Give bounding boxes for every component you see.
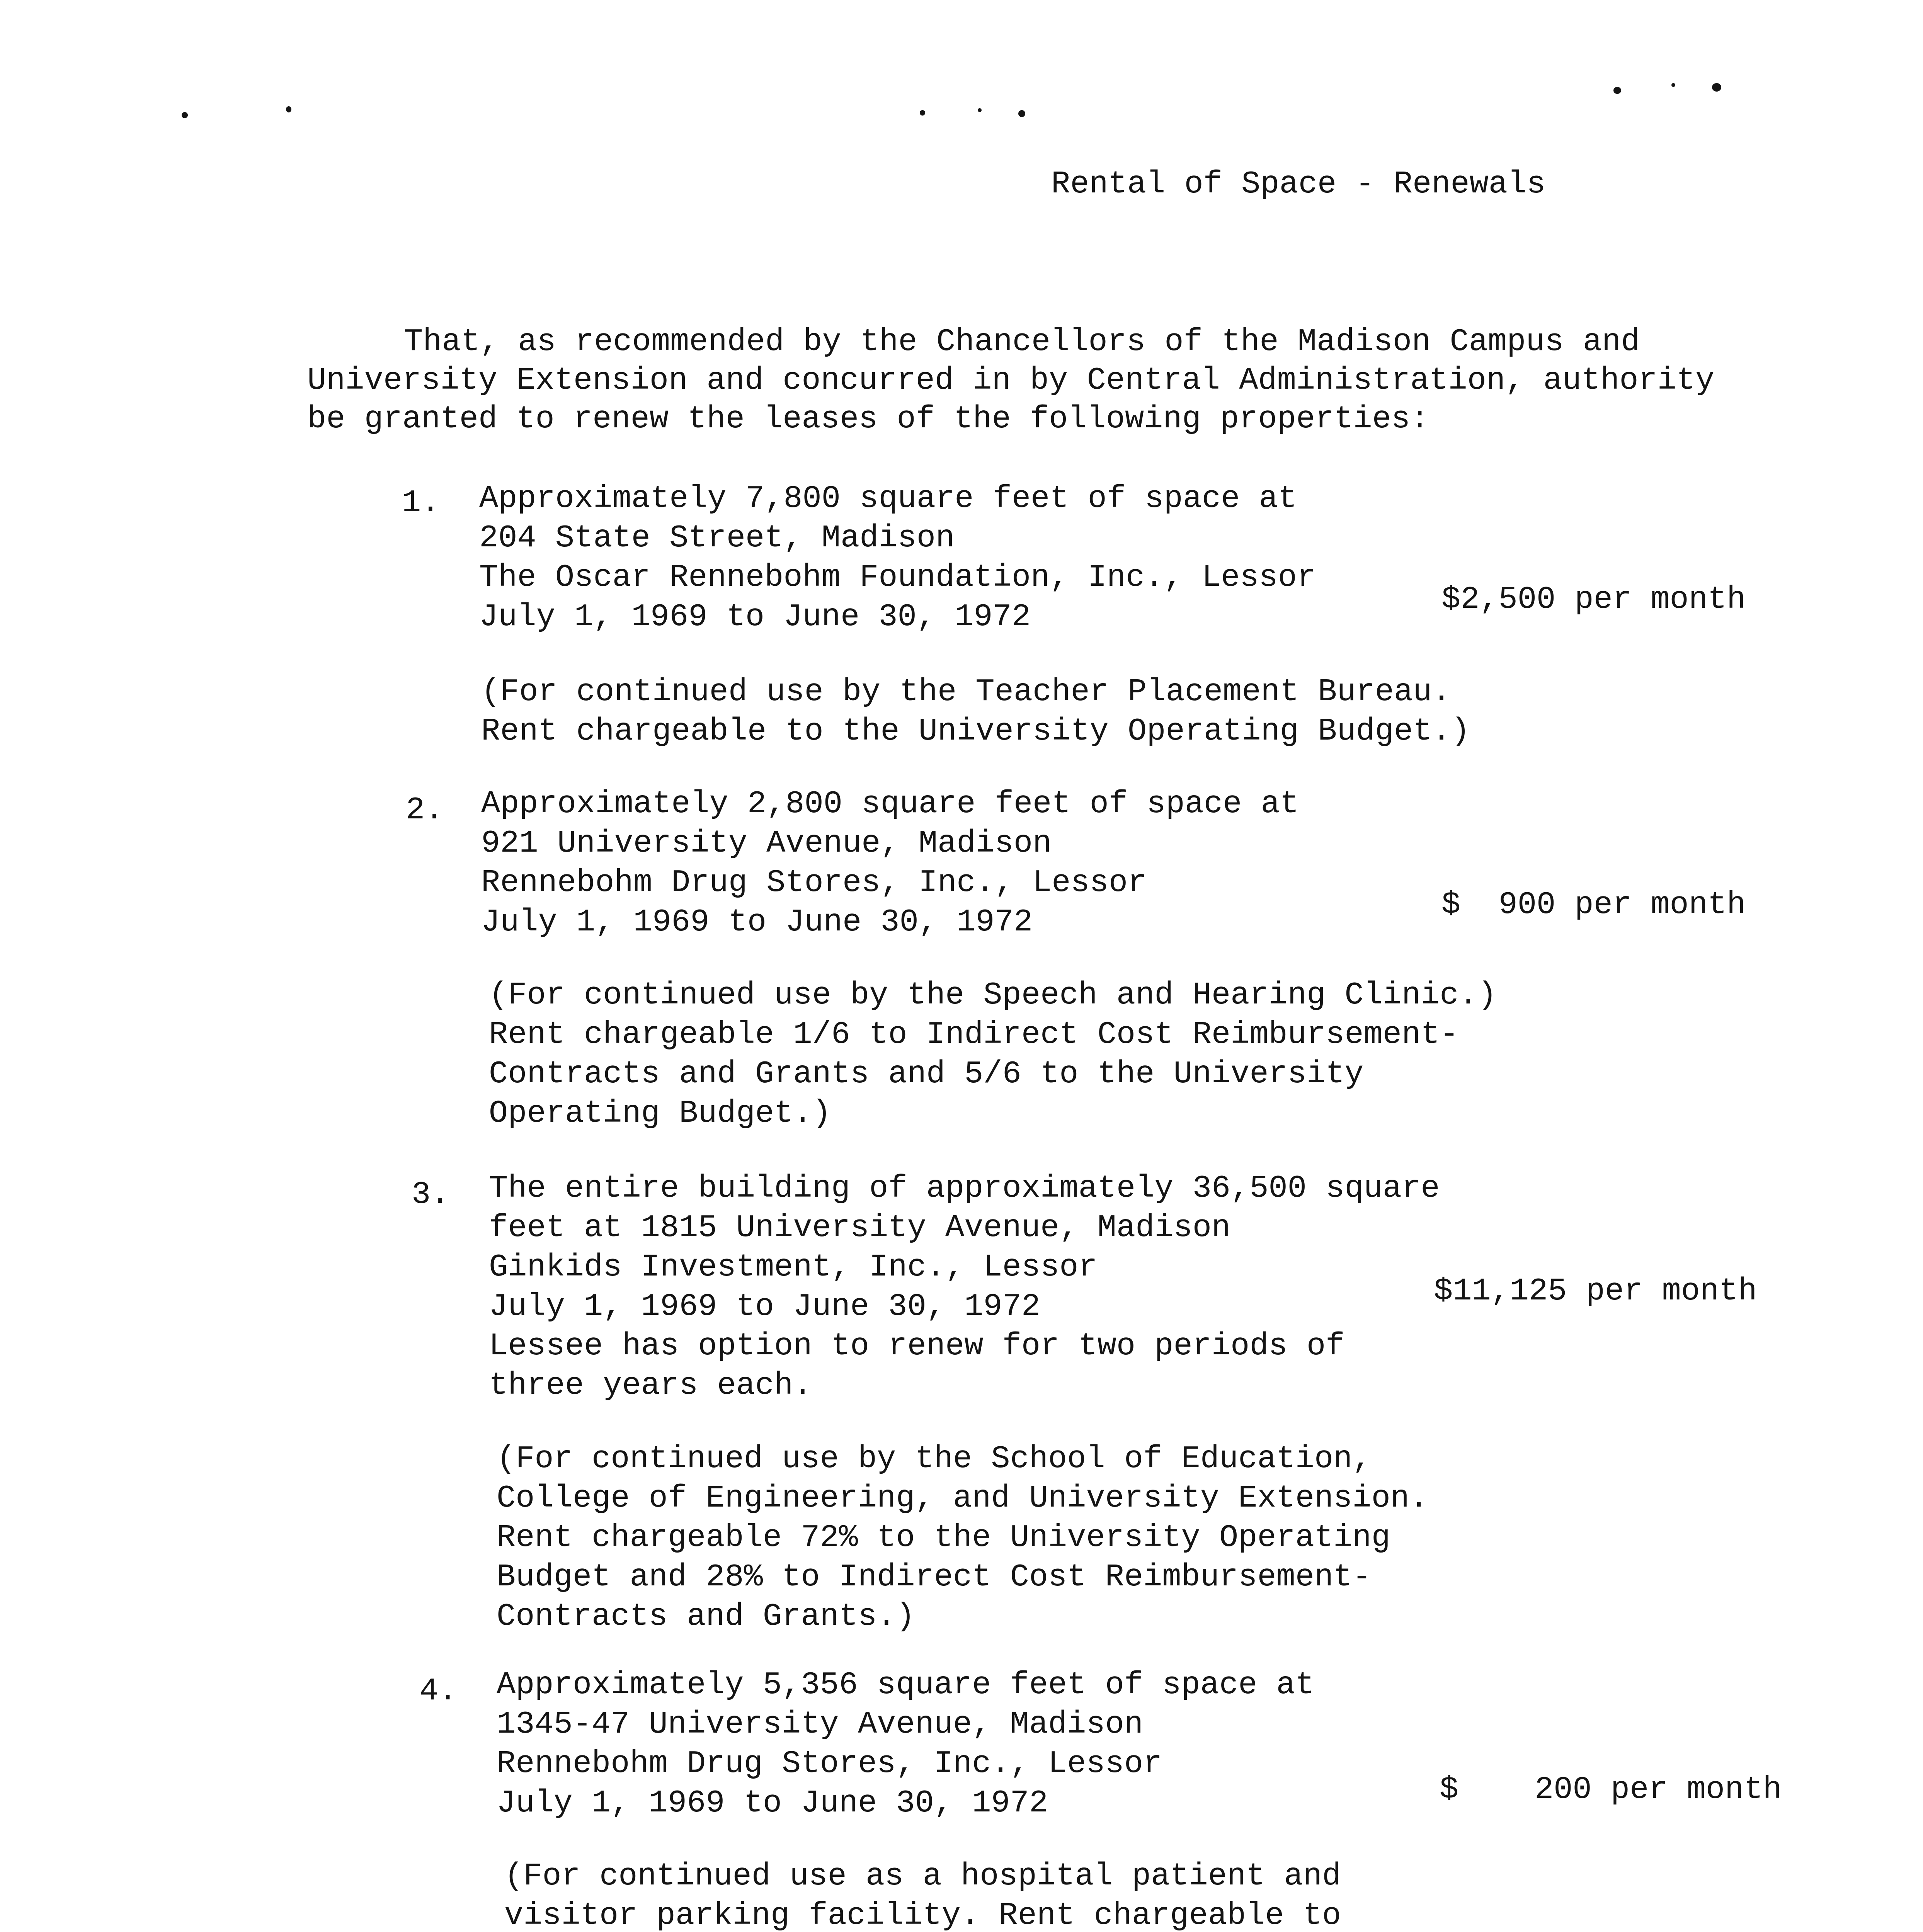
note-line: Contracts and Grants.) — [497, 1599, 915, 1634]
rent-amount: $2,500 per month — [1441, 582, 1746, 617]
item-note — [481, 672, 1470, 751]
item-line: July 1, 1969 to June 30, 1972 — [479, 599, 1031, 635]
item-line: 204 State Street, Madison — [479, 520, 955, 556]
note-line: (For continued use by the Teacher Placement Bureau. — [481, 674, 1451, 710]
item-line: Rennebohm Drug Stores, Inc., Lessor — [497, 1746, 1162, 1782]
item-line: Rennebohm Drug Stores, Inc., Lessor — [481, 865, 1147, 901]
item-line: Lessee has option to renew for two periods of — [489, 1328, 1345, 1364]
page-title: Rental of Space - Renewals — [1051, 166, 1546, 202]
item-line: July 1, 1969 to June 30, 1972 — [489, 1289, 1041, 1325]
item-description — [489, 1169, 1440, 1405]
item-line: three years each. — [489, 1367, 812, 1403]
item-note — [489, 976, 1497, 1133]
punch-mark — [920, 110, 925, 116]
note-line: Rent chargeable to the University Operating Budget.) — [481, 713, 1470, 749]
note-line: Contracts and Grants and 5/6 to the University — [489, 1056, 1364, 1092]
item-line: The Oscar Rennebohm Foundation, Inc., Lessor — [479, 560, 1316, 595]
item-number: 1. — [402, 485, 440, 521]
item-note — [504, 1857, 1341, 1932]
rent-amount: $ 200 per month — [1440, 1772, 1782, 1808]
item-number: 4. — [419, 1673, 458, 1709]
item-line: Approximately 7,800 square feet of space at — [479, 481, 1297, 517]
punch-mark — [1613, 87, 1621, 94]
rent-amount: $11,125 per month — [1434, 1273, 1757, 1309]
note-line: Rent chargeable 72% to the University Operating — [497, 1520, 1390, 1556]
intro-paragraph — [307, 323, 1795, 439]
intro-line: University Extension and concurred in by Central Administration, authority — [307, 362, 1715, 398]
note-line: visitor parking facility. Rent chargeable to — [504, 1898, 1341, 1932]
item-description — [481, 784, 1299, 942]
item-line: Approximately 5,356 square feet of space at — [497, 1667, 1314, 1703]
item-line: July 1, 1969 to June 30, 1972 — [497, 1785, 1048, 1821]
note-line: Operating Budget.) — [489, 1095, 831, 1131]
item-line: 921 University Avenue, Madison — [481, 825, 1052, 861]
note-line: (For continued use as a hospital patient and — [504, 1858, 1341, 1894]
note-line: (For continued use by the School of Education, — [497, 1441, 1372, 1477]
item-number: 3. — [412, 1177, 450, 1213]
rent-amount: $ 900 per month — [1441, 887, 1746, 923]
note-line: Budget and 28% to Indirect Cost Reimbursement- — [497, 1559, 1372, 1595]
intro-line: be granted to renew the leases of the following properties: — [307, 401, 1429, 437]
punch-mark — [1671, 83, 1675, 87]
item-line: 1345-47 University Avenue, Madison — [497, 1706, 1144, 1742]
item-line: feet at 1815 University Avenue, Madison — [489, 1210, 1231, 1246]
punch-mark — [978, 108, 982, 112]
note-line: Rent chargeable 1/6 to Indirect Cost Reimbursement- — [489, 1017, 1459, 1053]
item-line: July 1, 1969 to June 30, 1972 — [481, 904, 1033, 940]
item-line: Ginkids Investment, Inc., Lessor — [489, 1249, 1098, 1285]
item-number: 2. — [406, 792, 444, 828]
punch-mark — [1712, 83, 1721, 92]
item-note — [497, 1439, 1428, 1636]
item-line: The entire building of approximately 36,500 square — [489, 1170, 1440, 1206]
intro-line: That, as recommended by the Chancellors of the Madison Campus and — [404, 324, 1640, 360]
punch-mark — [1018, 110, 1025, 117]
note-line: (For continued use by the Speech and Hearing Clinic.) — [489, 977, 1497, 1013]
item-description — [497, 1665, 1314, 1823]
punch-mark — [286, 106, 291, 112]
punch-mark — [182, 112, 188, 118]
item-description — [479, 479, 1316, 637]
note-line: College of Engineering, and University Extension. — [497, 1480, 1429, 1516]
item-line: Approximately 2,800 square feet of space at — [481, 786, 1299, 822]
